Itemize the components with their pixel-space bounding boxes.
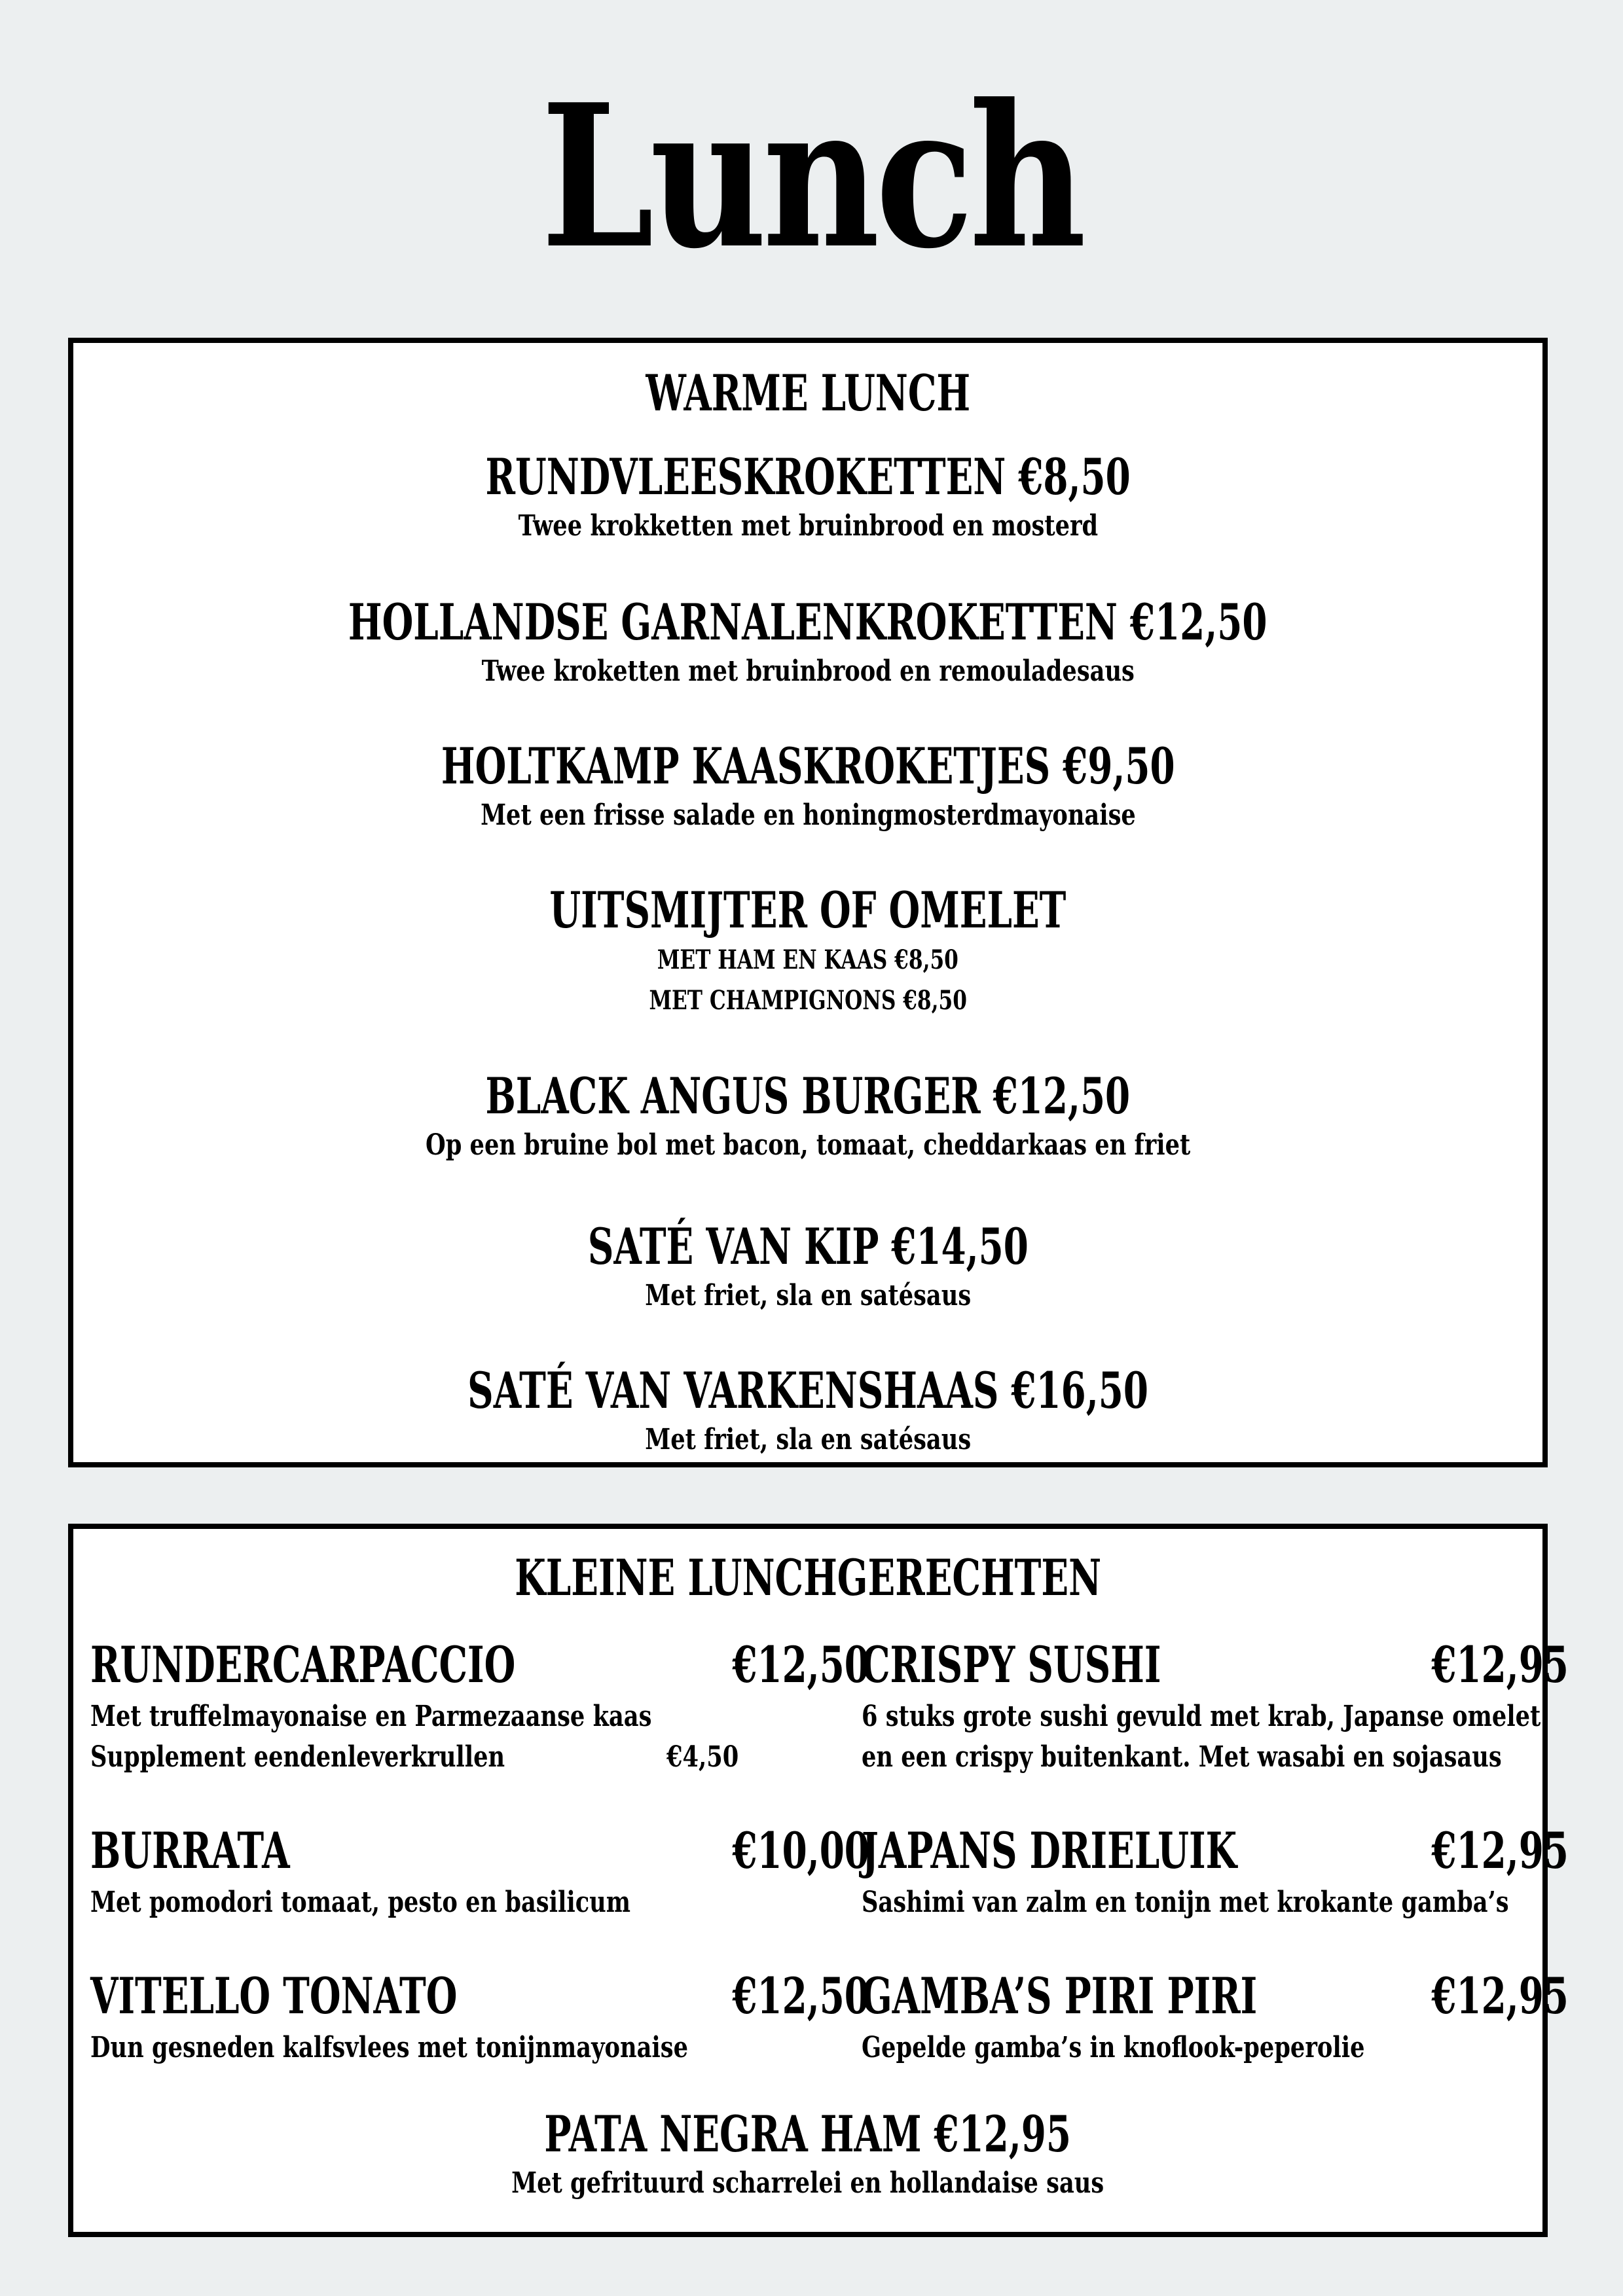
item-name: JAPANS DRIELUIK	[862, 1821, 1237, 1880]
item-description: Met een frisse salade en honingmosterdmayonaise	[480, 798, 1136, 832]
menu-item	[862, 1965, 1569, 2068]
item-description: Sashimi van zalm en tonijn met krokante gamba’s	[862, 1886, 1509, 1919]
menu-item	[862, 1820, 1569, 1923]
menu-item	[862, 1634, 1569, 1778]
small-lunch-section	[68, 1524, 1569, 2237]
item-description: Gepelde gamba’s in knoflook-peperolie	[862, 2031, 1365, 2064]
item-description: Met friet, sla en satésaus	[645, 1279, 971, 1312]
item-supplement: Supplement eendenleverkrullen	[90, 1740, 505, 1774]
item-option: MET CHAMPIGNONS €8,50	[649, 985, 967, 1016]
item-name: BURRATA	[90, 1821, 290, 1880]
item-name: RUNDERCARPACCIO	[90, 1636, 516, 1694]
menu-item	[73, 881, 1542, 1021]
supplement-price: €4,50	[666, 1740, 739, 1774]
item-name: HOLLANDSE GARNALENKROKETTEN €12,50	[348, 593, 1267, 651]
item-description: Twee kroketten met bruinbrood en remouladesaus	[481, 655, 1135, 688]
item-price: €12,95	[1431, 1967, 1569, 2025]
item-description: Twee krokketten met bruinbrood en mosterd	[518, 509, 1098, 543]
item-name: UITSMIJTER OF OMELET	[549, 881, 1067, 939]
item-name: SATÉ VAN KIP €14,50	[587, 1217, 1029, 1276]
item-name: BLACK ANGUS BURGER €12,50	[485, 1067, 1131, 1125]
item-description: en een crispy buitenkant. Met wasabi en sojasaus	[862, 1740, 1502, 1774]
item-name: VITELLO TONATO	[90, 1967, 458, 2025]
item-description: Op een bruine bol met bacon, tomaat, cheddarkaas en friet	[425, 1128, 1191, 1162]
item-name: GAMBA’S PIRI PIRI	[862, 1967, 1258, 2025]
menu-item	[90, 1965, 869, 2068]
item-name: PATA NEGRA HAM €12,95	[544, 2105, 1072, 2163]
item-description: Met gefrituurd scharrelei en hollandaise saus	[511, 2166, 1104, 2200]
item-description: Met friet, sla en satésaus	[645, 1423, 971, 1456]
item-price: €10,00	[732, 1821, 869, 1880]
page-title: Lunch	[541, 61, 1082, 292]
menu-item	[73, 1067, 1542, 1165]
warm-lunch-section	[68, 338, 1548, 1467]
item-name: HOLTKAMP KAASKROKETJES €9,50	[441, 737, 1175, 795]
item-name: RUNDVLEESKROKETTEN €8,50	[485, 448, 1131, 506]
section-title: WARME LUNCH	[646, 364, 970, 422]
item-price: €12,50	[732, 1636, 869, 1694]
item-price: €12,95	[1431, 1821, 1569, 1880]
item-description: Dun gesneden kalfsvlees met tonijnmayonaise	[90, 2031, 688, 2064]
item-name: CRISPY SUSHI	[862, 1636, 1161, 1694]
menu-item	[73, 1217, 1542, 1316]
item-description: Met truffelmayonaise en Parmezaanse kaas	[90, 1700, 652, 1733]
item-name: SATÉ VAN VARKENSHAAS €16,50	[467, 1361, 1148, 1420]
item-price: €12,50	[732, 1967, 869, 2025]
menu-item	[73, 737, 1542, 835]
item-description: 6 stuks grote sushi gevuld met krab, Japanse omelet	[862, 1700, 1541, 1733]
section-title: KLEINE LUNCHGERECHTEN	[515, 1549, 1101, 1607]
item-description: Met pomodori tomaat, pesto en basilicum	[90, 1886, 630, 1919]
menu-item	[73, 593, 1542, 691]
item-option: MET HAM EN KAAS €8,50	[657, 944, 959, 975]
menu-item	[73, 448, 1542, 546]
menu-item	[90, 1820, 869, 1923]
menu-item	[73, 2105, 1542, 2203]
item-price: €12,95	[1431, 1636, 1569, 1694]
menu-item	[73, 1361, 1542, 1460]
menu-item	[90, 1634, 869, 1778]
